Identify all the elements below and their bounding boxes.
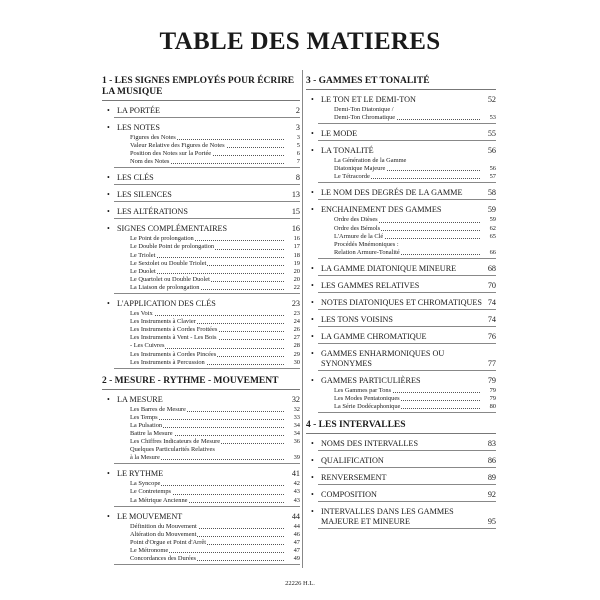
toc-subentries bbox=[306, 216, 496, 256]
toc-subentry[interactable] bbox=[102, 539, 300, 547]
toc-entry-label: L'APPLICATION DES CLÉS bbox=[117, 299, 216, 309]
toc-subentry-page: 27 bbox=[293, 334, 300, 342]
toc-subentry-page: 39 bbox=[293, 454, 300, 462]
bullet-icon: • bbox=[311, 439, 314, 449]
toc-entry-page: 2 bbox=[295, 106, 300, 115]
entry-underline bbox=[114, 167, 300, 168]
toc-section bbox=[306, 420, 496, 529]
toc-entry[interactable] bbox=[306, 188, 496, 198]
entry-underline bbox=[114, 201, 300, 202]
toc-subentry-label: Figures des Notes bbox=[130, 134, 176, 141]
entry-underline bbox=[318, 292, 496, 293]
section-title: 4 - LES INTERVALLES bbox=[306, 420, 496, 434]
toc-entry-page: 77 bbox=[487, 358, 496, 368]
bullet-icon: • bbox=[311, 95, 314, 104]
toc-entry[interactable] bbox=[306, 205, 496, 215]
toc-entry[interactable] bbox=[306, 129, 496, 139]
toc-subentry-label: - Les Cuivres bbox=[130, 342, 165, 350]
bullet-icon: • bbox=[311, 263, 314, 273]
toc-subentry-page: 20 bbox=[293, 275, 300, 283]
toc-subentry[interactable] bbox=[102, 318, 300, 326]
bullet-icon: • bbox=[311, 129, 314, 139]
toc-subentry[interactable] bbox=[306, 249, 496, 257]
toc-subentries bbox=[306, 387, 496, 411]
bullet-icon: • bbox=[311, 280, 314, 290]
toc-entry-page: 56 bbox=[487, 146, 496, 156]
entry-underline bbox=[114, 506, 300, 507]
toc-entry[interactable] bbox=[306, 264, 496, 274]
entry-underline bbox=[318, 258, 496, 259]
toc-entry-page: 3 bbox=[295, 123, 300, 132]
toc-subentry-page: 33 bbox=[293, 413, 300, 421]
toc-subentry[interactable] bbox=[102, 488, 300, 496]
bullet-icon: • bbox=[107, 224, 110, 234]
toc-entry-page: 23 bbox=[291, 299, 300, 309]
section-title: 2 - MESURE - RYTHME - MOUVEMENT bbox=[102, 376, 300, 390]
toc-entry-label: GAMMES ENHARMONIQUES OU SYNONYMES bbox=[321, 348, 445, 368]
entry-underline bbox=[318, 199, 496, 200]
toc-subentry-label: Les Barres de Mesure bbox=[130, 405, 186, 413]
toc-subentry-label: Le Duolet bbox=[130, 267, 156, 275]
toc-entry[interactable] bbox=[102, 123, 300, 133]
toc-subentry[interactable] bbox=[102, 142, 300, 150]
toc-subentry[interactable] bbox=[102, 438, 300, 446]
toc-section bbox=[306, 76, 496, 413]
toc-subentry[interactable] bbox=[102, 268, 300, 276]
section-title: 1 - LES SIGNES EMPLOYÉS POUR ÉCRIRE LA MUSIQUE bbox=[102, 76, 300, 101]
bullet-icon: • bbox=[311, 375, 314, 385]
bullet-icon: • bbox=[311, 297, 314, 307]
toc-subentry-label: Le Métronome bbox=[130, 546, 169, 554]
toc-subentries bbox=[102, 406, 300, 463]
toc-subentry-page: 3 bbox=[296, 134, 300, 141]
toc-subentry-page: 79 bbox=[489, 395, 496, 403]
toc-subentry-label: Point d'Orgue et Point d'Arrêt bbox=[130, 538, 207, 546]
toc-subentry-page: 34 bbox=[293, 421, 300, 429]
toc-left-column bbox=[102, 76, 300, 572]
toc-subentry-label: Les Instruments à Percussion bbox=[130, 358, 205, 366]
bullet-icon: • bbox=[107, 190, 110, 200]
toc-subentry-page: 80 bbox=[489, 403, 496, 411]
toc-entry-label: GAMMES PARTICULIÈRES bbox=[321, 375, 421, 385]
entry-underline bbox=[114, 368, 300, 369]
bullet-icon: • bbox=[311, 348, 314, 358]
toc-entry-label: LES ALTÉRATIONS bbox=[117, 207, 188, 217]
toc-subentry-label: Le Contretemps bbox=[130, 488, 171, 496]
toc-entry[interactable] bbox=[306, 473, 496, 483]
bullet-icon: • bbox=[107, 106, 110, 115]
toc-subentry-page: 42 bbox=[293, 480, 300, 488]
toc-subentry[interactable] bbox=[306, 387, 496, 395]
toc-entry[interactable] bbox=[306, 456, 496, 466]
toc-subentry-page: 30 bbox=[293, 358, 300, 366]
toc-entry-label: INTERVALLES DANS LES GAMMES MAJEURE ET MINEURE bbox=[321, 507, 454, 527]
toc-entry[interactable] bbox=[306, 281, 496, 291]
toc-entry-page: 13 bbox=[291, 190, 300, 200]
entry-underline bbox=[318, 182, 496, 183]
toc-subentry[interactable] bbox=[102, 134, 300, 142]
entry-underline bbox=[114, 184, 300, 185]
toc-entry-page: 41 bbox=[291, 469, 300, 479]
toc-subentry-page: 66 bbox=[489, 248, 496, 256]
bullet-icon: • bbox=[107, 299, 110, 309]
toc-entry-page: 55 bbox=[487, 129, 496, 139]
toc-subentry[interactable] bbox=[102, 547, 300, 555]
toc-subentry-label: Demi-Ton Diatonique / bbox=[334, 106, 394, 113]
toc-subentry-page: 46 bbox=[293, 530, 300, 538]
entry-underline bbox=[318, 412, 496, 413]
toc-subentry-page: 7 bbox=[296, 158, 300, 166]
toc-subentry[interactable] bbox=[102, 523, 300, 531]
toc-subentry-page: 62 bbox=[489, 224, 496, 232]
toc-subentry-page: 24 bbox=[293, 318, 300, 326]
toc-entry[interactable] bbox=[306, 376, 496, 386]
entry-underline bbox=[318, 484, 496, 485]
toc-subentry-label: Le Quartolet ou Double Duolet bbox=[130, 275, 210, 283]
toc-entry[interactable] bbox=[306, 315, 496, 325]
toc-entry-page: 58 bbox=[487, 188, 496, 198]
toc-entry[interactable] bbox=[306, 95, 496, 105]
toc-entry-page: 76 bbox=[487, 331, 496, 341]
toc-subentry-label: Les Modes Pentatoniques bbox=[334, 395, 400, 403]
toc-subentries bbox=[306, 106, 496, 122]
toc-subentry-label: Les Instruments à Clavier bbox=[130, 318, 196, 326]
toc-entry-label: NOTES DIATONIQUES ET CHROMATIQUES bbox=[321, 297, 482, 307]
toc-entry-page: 74 bbox=[487, 297, 496, 307]
entry-underline bbox=[318, 343, 496, 344]
page-title: TABLE DES MATIERES bbox=[159, 28, 441, 55]
toc-subentry-page: 23 bbox=[293, 310, 300, 318]
toc-entry-label: LA GAMME DIATONIQUE MINEURE bbox=[321, 263, 457, 273]
toc-entry-label: LE NOM DES DEGRÉS DE LA GAMME bbox=[321, 188, 463, 198]
toc-entry-page: 79 bbox=[487, 375, 496, 385]
entry-underline bbox=[318, 123, 496, 124]
toc-entry-page: 16 bbox=[291, 224, 300, 234]
toc-subentry[interactable] bbox=[102, 531, 300, 539]
toc-subentry-page: 19 bbox=[293, 259, 300, 267]
toc-subentry[interactable] bbox=[306, 225, 496, 233]
entry-underline bbox=[318, 370, 496, 371]
toc-subentry-label: Concordances des Durées bbox=[130, 555, 197, 562]
entry-underline bbox=[114, 463, 300, 464]
toc-entry-label: NOMS DES INTERVALLES bbox=[321, 439, 418, 449]
toc-entry[interactable] bbox=[306, 490, 496, 500]
toc-subentry-page: 17 bbox=[293, 243, 300, 251]
toc-entry-page: 74 bbox=[487, 314, 496, 324]
toc-subentry-label: Position des Notes sur la Portée bbox=[130, 150, 212, 158]
toc-subentry-label: Les Gammes par Tons bbox=[334, 386, 392, 394]
bullet-icon: • bbox=[311, 314, 314, 324]
toc-entry[interactable] bbox=[306, 146, 496, 156]
toc-subentry-page: 43 bbox=[293, 496, 300, 504]
toc-subentry-page: 59 bbox=[489, 216, 496, 224]
toc-right-column bbox=[306, 76, 496, 536]
toc-subentry[interactable] bbox=[102, 497, 300, 505]
toc-subentry-page: 18 bbox=[293, 251, 300, 259]
toc-subentry-label: Définition du Mouvement bbox=[130, 522, 197, 530]
toc-subentry-label: Le Point de prolongation bbox=[130, 235, 194, 243]
toc-subentry-page: 28 bbox=[293, 342, 300, 350]
footer-reference: 22226 H.L. bbox=[285, 580, 315, 587]
toc-subentry[interactable] bbox=[102, 422, 300, 430]
toc-subentry[interactable] bbox=[102, 430, 300, 438]
column-divider bbox=[302, 70, 303, 568]
toc-entry-page: 92 bbox=[487, 490, 496, 500]
toc-subentry[interactable] bbox=[102, 276, 300, 284]
entry-underline bbox=[114, 218, 300, 219]
toc-subentry-label: Demi-Ton Chromatique bbox=[334, 114, 396, 122]
toc-subentry[interactable] bbox=[102, 243, 300, 251]
toc-subentry-page: 20 bbox=[293, 267, 300, 275]
toc-subentry[interactable] bbox=[102, 342, 300, 350]
toc-subentry[interactable] bbox=[306, 233, 496, 241]
bullet-icon: • bbox=[107, 394, 110, 404]
entry-underline bbox=[318, 528, 496, 529]
bullet-icon: • bbox=[107, 173, 110, 183]
bullet-icon: • bbox=[311, 188, 314, 198]
toc-subentries bbox=[306, 157, 496, 181]
toc-subentry-label: à la Mesure bbox=[130, 454, 160, 462]
toc-entry[interactable] bbox=[102, 299, 300, 309]
toc-subentries bbox=[102, 523, 300, 563]
toc-subentry-page: 36 bbox=[293, 438, 300, 446]
toc-subentry[interactable] bbox=[102, 351, 300, 359]
toc-section bbox=[102, 76, 300, 369]
toc-entry-label: LE RYTHME bbox=[117, 469, 164, 479]
toc-subentry-page: 5 bbox=[296, 142, 300, 150]
bullet-icon: • bbox=[311, 331, 314, 341]
toc-entry-page: 44 bbox=[291, 511, 300, 521]
toc-subentry-page: 44 bbox=[293, 522, 300, 530]
toc-entry-page: 59 bbox=[487, 205, 496, 215]
toc-entry-label: SIGNES COMPLÉMENTAIRES bbox=[117, 224, 228, 234]
toc-entry-label: LES CLÉS bbox=[117, 173, 154, 183]
toc-subentry-page: 43 bbox=[293, 488, 300, 496]
toc-subentry[interactable] bbox=[306, 114, 496, 122]
toc-subentry-page: 65 bbox=[489, 232, 496, 240]
toc-subentry[interactable] bbox=[102, 158, 300, 166]
toc-subentry-page: 57 bbox=[489, 173, 496, 181]
toc-entry-page: 70 bbox=[487, 280, 496, 290]
bullet-icon: • bbox=[311, 146, 314, 156]
toc-subentry-page: 29 bbox=[293, 350, 300, 358]
toc-subentry[interactable] bbox=[102, 555, 300, 563]
toc-subentry-page: 56 bbox=[489, 165, 496, 173]
toc-subentry-page: 79 bbox=[489, 386, 496, 394]
toc-subentry-label: Ordre des Dièses bbox=[334, 216, 378, 224]
toc-subentry[interactable] bbox=[102, 454, 300, 462]
toc-entry[interactable] bbox=[306, 349, 496, 369]
toc-subentry-label: Diatonique Majeure bbox=[334, 165, 386, 173]
toc-entry-label: LES SILENCES bbox=[117, 190, 172, 200]
toc-subentry-label: Valeur Relative des Figures de Notes bbox=[130, 142, 225, 150]
toc-subentry-label: L'Armure de la Clé bbox=[334, 232, 384, 240]
toc-entry-label: COMPOSITION bbox=[321, 490, 377, 500]
toc-subentry-label: La Série Dodécaphonique bbox=[334, 403, 401, 411]
bullet-icon: • bbox=[311, 490, 314, 500]
toc-subentry-label: La Liaison de prolongation bbox=[130, 283, 200, 291]
entry-underline bbox=[318, 275, 496, 276]
toc-subentry-label: Battre la Mesure bbox=[130, 429, 173, 437]
toc-subentries bbox=[102, 235, 300, 292]
toc-subentry-label: Altération du Mouvement bbox=[130, 530, 197, 538]
toc-entry[interactable] bbox=[102, 224, 300, 234]
toc-entry-label: RENVERSEMENT bbox=[321, 473, 387, 483]
bullet-icon: • bbox=[107, 207, 110, 217]
toc-subentry-label: Les Voix bbox=[130, 310, 153, 318]
toc-entry-label: LE TON ET LE DEMI-TON bbox=[321, 95, 416, 104]
toc-entry[interactable] bbox=[102, 395, 300, 405]
toc-subentry-label: Nom des Notes bbox=[130, 158, 170, 166]
toc-subentry-page: 32 bbox=[293, 405, 300, 413]
toc-subentry-page: 6 bbox=[296, 150, 300, 158]
toc-entry-label: LES GAMMES RELATIVES bbox=[321, 280, 420, 290]
entry-underline bbox=[318, 450, 496, 451]
toc-subentry[interactable] bbox=[306, 403, 496, 411]
toc-subentry-label: Relation Armure-Tonalité bbox=[334, 248, 400, 256]
toc-subentry-page: 22 bbox=[293, 283, 300, 291]
toc-subentry[interactable] bbox=[102, 284, 300, 292]
toc-subentry-label: Le Sextolet ou Double Triolet bbox=[130, 259, 207, 267]
toc-subentry-page: 47 bbox=[293, 546, 300, 554]
toc-subentry[interactable] bbox=[102, 260, 300, 268]
bullet-icon: • bbox=[107, 123, 110, 132]
bullet-icon: • bbox=[311, 205, 314, 215]
toc-entry-page: 89 bbox=[487, 473, 496, 483]
toc-entry[interactable] bbox=[102, 106, 300, 116]
toc-entry[interactable] bbox=[102, 207, 300, 217]
toc-subentry-label: La Génération de la Gamme bbox=[334, 157, 407, 165]
toc-subentry[interactable] bbox=[306, 395, 496, 403]
toc-entry-page: 86 bbox=[487, 456, 496, 466]
entry-underline bbox=[318, 140, 496, 141]
toc-section bbox=[102, 376, 300, 565]
toc-entry-page: 68 bbox=[487, 263, 496, 273]
toc-entry[interactable] bbox=[102, 512, 300, 522]
toc-entry-label: LA PORTÉE bbox=[117, 106, 160, 115]
toc-entry[interactable] bbox=[102, 190, 300, 200]
toc-entry[interactable] bbox=[306, 332, 496, 342]
toc-subentry-label: Ordre des Bémols bbox=[334, 224, 381, 232]
toc-subentry[interactable] bbox=[102, 310, 300, 318]
toc-subentry-label: Les Chiffres Indicateurs de Mesure bbox=[130, 438, 221, 446]
toc-subentry-page: 47 bbox=[293, 538, 300, 546]
toc-subentry[interactable] bbox=[306, 241, 496, 249]
toc-entry[interactable] bbox=[306, 507, 496, 527]
toc-subentry-label: La Pulsation bbox=[130, 421, 163, 429]
bullet-icon: • bbox=[107, 511, 110, 521]
entry-underline bbox=[318, 309, 496, 310]
toc-subentry[interactable] bbox=[306, 106, 496, 114]
toc-subentry-label: Les Instruments à Cordes Pincées bbox=[130, 350, 217, 358]
toc-entry-page: 8 bbox=[295, 173, 300, 183]
section-title: 3 - GAMMES ET TONALITÉ bbox=[306, 76, 496, 90]
toc-entry[interactable] bbox=[102, 173, 300, 183]
toc-subentry-label: Les Instruments à Vent - Les Bois bbox=[130, 334, 217, 342]
toc-subentry-page: 26 bbox=[293, 326, 300, 334]
toc-subentry-page: 34 bbox=[293, 429, 300, 437]
toc-subentry-label: Le Tétracorde bbox=[334, 173, 370, 181]
toc-entry-label: LA GAMME CHROMATIQUE bbox=[321, 331, 427, 341]
toc-entry-label: QUALIFICATION bbox=[321, 456, 384, 466]
toc-subentries bbox=[102, 480, 300, 504]
toc-entry-label: ENCHAINEMENT DES GAMMES bbox=[321, 205, 442, 215]
entry-underline bbox=[114, 117, 300, 118]
toc-entry[interactable] bbox=[306, 439, 496, 449]
entry-underline bbox=[318, 326, 496, 327]
toc-entry-label: LE MOUVEMENT bbox=[117, 511, 183, 521]
toc-entry-page: 95 bbox=[487, 517, 496, 527]
toc-subentry[interactable] bbox=[102, 252, 300, 260]
toc-subentry[interactable] bbox=[102, 359, 300, 367]
toc-subentries bbox=[102, 134, 300, 166]
entry-underline bbox=[114, 293, 300, 294]
toc-subentry-page: 49 bbox=[293, 555, 300, 562]
bullet-icon: • bbox=[311, 456, 314, 466]
toc-entry-label: LES NOTES bbox=[117, 123, 160, 132]
toc-subentry-label: Les Instruments à Cordes Frottées bbox=[130, 326, 218, 334]
entry-underline bbox=[114, 564, 300, 565]
toc-subentries bbox=[102, 310, 300, 367]
toc-subentry-label: La Syncope bbox=[130, 480, 161, 488]
toc-entry-page: 15 bbox=[291, 207, 300, 217]
bullet-icon: • bbox=[107, 469, 110, 479]
toc-entry-page: 83 bbox=[487, 439, 496, 449]
toc-entry-page: 32 bbox=[291, 394, 300, 404]
entry-underline bbox=[318, 467, 496, 468]
toc-subentry-label: Les Temps bbox=[130, 413, 158, 421]
toc-subentry-label: Quelques Particularités Relatives bbox=[130, 446, 215, 454]
toc-entry[interactable] bbox=[306, 298, 496, 308]
toc-subentry-label: Le Triolet bbox=[130, 251, 156, 259]
entry-underline bbox=[318, 501, 496, 502]
bullet-icon: • bbox=[311, 507, 314, 517]
bullet-icon: • bbox=[311, 473, 314, 483]
toc-subentry[interactable] bbox=[102, 406, 300, 414]
toc-entry-page: 52 bbox=[487, 95, 496, 104]
toc-subentry-label: La Métrique Ancienne bbox=[130, 496, 188, 504]
toc-subentry-label: Le Double Point de prolongation bbox=[130, 243, 215, 251]
toc-entry-label: LE MODE bbox=[321, 129, 358, 139]
toc-subentry-label: Procédés Mnémoniques : bbox=[334, 240, 399, 248]
toc-subentry[interactable] bbox=[306, 216, 496, 224]
toc-subentry-page: 16 bbox=[293, 235, 300, 243]
toc-entry-label: LES TONS VOISINS bbox=[321, 314, 393, 324]
toc-entry[interactable] bbox=[102, 469, 300, 479]
toc-entry-label: LA TONALITÉ bbox=[321, 146, 374, 156]
toc-entry-label: LA MESURE bbox=[117, 394, 163, 404]
toc-subentry[interactable] bbox=[102, 414, 300, 422]
toc-subentry[interactable] bbox=[306, 173, 496, 181]
toc-subentry-page: 53 bbox=[489, 114, 496, 122]
